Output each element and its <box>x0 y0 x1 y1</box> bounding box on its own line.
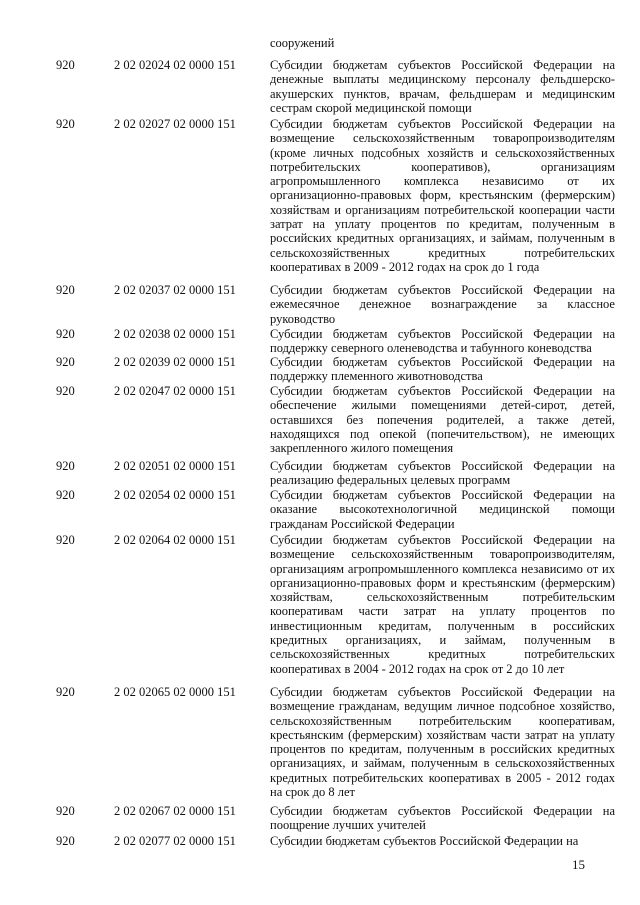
budget-code: 2 02 02047 02 0000 151 <box>114 384 236 398</box>
page-number: 15 <box>572 857 585 872</box>
admin-code: 920 <box>56 117 75 131</box>
admin-code: 920 <box>56 685 75 699</box>
admin-code: 920 <box>56 327 75 341</box>
row-description: Субсидии бюджетам субъектов Российской Федерации на поддержку северного оленеводства и табунного коневодства <box>270 327 615 356</box>
budget-code: 2 02 02077 02 0000 151 <box>114 834 236 848</box>
row-description: Субсидии бюджетам субъектов Российской Федерации на возмещение сельскохозяйственным товаропроизводителям (кроме личных подсобных хозяйств и сельскохозяйственных потребительских кооперативов), организациям агропромышленного комплекса независимо от их организационно-правовых форм, крестьянским (фермерским) хозяйствам и организациям потребительской кооперации части затрат на уплату процентов по кредитам, полученным в российских кредитных организациях, и займам, полученным в сельскохозяйственных кредитных потребительских кооперативах в 2009 - 2012 годах на срок до 1 года <box>270 117 615 274</box>
admin-code: 920 <box>56 58 75 72</box>
row-description: Субсидии бюджетам субъектов Российской Федерации на возмещение гражданам, ведущим личное подсобное хозяйство, сельскохозяйственным потребительским кооперативам, крестьянским (фермерским) хозяйствам части затрат на уплату процентов по кредитам, полученным в российских кредитных организациях, и займам, полученным в сельскохозяйственных кредитных потребительских кооперативах в 2005 - 2012 годах на срок до 8 лет <box>270 685 615 800</box>
admin-code: 920 <box>56 834 75 848</box>
row-description: Субсидии бюджетам субъектов Российской Федерации на возмещение сельскохозяйственным товаропроизводителям, организациям агропромышленного комплекса независимо от их организационно-правовых форм и крестьянским (фермерским) хозяйствам, сельскохозяйственным потребительским кооперативам части затрат на уплату процентов по инвестиционным кредитам, полученным в российских кредитных организациях, и займам, полученным в сельскохозяйственных кредитных потребительских кооперативах в 2004 - 2012 годах на срок от 2 до 10 лет <box>270 533 615 676</box>
admin-code: 920 <box>56 355 75 369</box>
budget-code: 2 02 02051 02 0000 151 <box>114 459 236 473</box>
budget-code: 2 02 02037 02 0000 151 <box>114 283 236 297</box>
budget-code: 2 02 02067 02 0000 151 <box>114 804 236 818</box>
row-description: Субсидии бюджетам субъектов Российской Федерации на реализацию федеральных целевых программ <box>270 459 615 488</box>
admin-code: 920 <box>56 488 75 502</box>
budget-code: 2 02 02039 02 0000 151 <box>114 355 236 369</box>
row-description: Субсидии бюджетам субъектов Российской Федерации на оказание высокотехнологичной медицинской помощи гражданам Российской Федерации <box>270 488 615 531</box>
admin-code: 920 <box>56 283 75 297</box>
row-description: Субсидии бюджетам субъектов Российской Федерации на поощрение лучших учителей <box>270 804 615 833</box>
budget-code: 2 02 02054 02 0000 151 <box>114 488 236 502</box>
admin-code: 920 <box>56 384 75 398</box>
budget-code: 2 02 02038 02 0000 151 <box>114 327 236 341</box>
budget-code: 2 02 02027 02 0000 151 <box>114 117 236 131</box>
admin-code: 920 <box>56 804 75 818</box>
admin-code: 920 <box>56 459 75 473</box>
row-description: Субсидии бюджетам субъектов Российской Федерации на поддержку племенного животноводства <box>270 355 615 384</box>
row-description: Субсидии бюджетам субъектов Российской Федерации на ежемесячное денежное вознаграждение за классное руководство <box>270 283 615 326</box>
budget-code: 2 02 02065 02 0000 151 <box>114 685 236 699</box>
admin-code: 920 <box>56 533 75 547</box>
continuation-text: сооружений <box>270 36 335 50</box>
row-description: Субсидии бюджетам субъектов Российской Федерации на денежные выплаты медицинскому персоналу фельдшерско-акушерских пунктов, врачам, фельдшерам и медицинским сестрам скорой медицинской помощи <box>270 58 615 115</box>
row-description: Субсидии бюджетам субъектов Российской Федерации на обеспечение жилыми помещениями детей-сирот, детей, оставшихся без попечения родителей, а также детей, находящихся под опекой (попечительством), не имеющих закрепленного жилого помещения <box>270 384 615 456</box>
budget-code: 2 02 02064 02 0000 151 <box>114 533 236 547</box>
budget-code: 2 02 02024 02 0000 151 <box>114 58 236 72</box>
row-description: Субсидии бюджетам субъектов Российской Федерации на <box>270 834 579 848</box>
